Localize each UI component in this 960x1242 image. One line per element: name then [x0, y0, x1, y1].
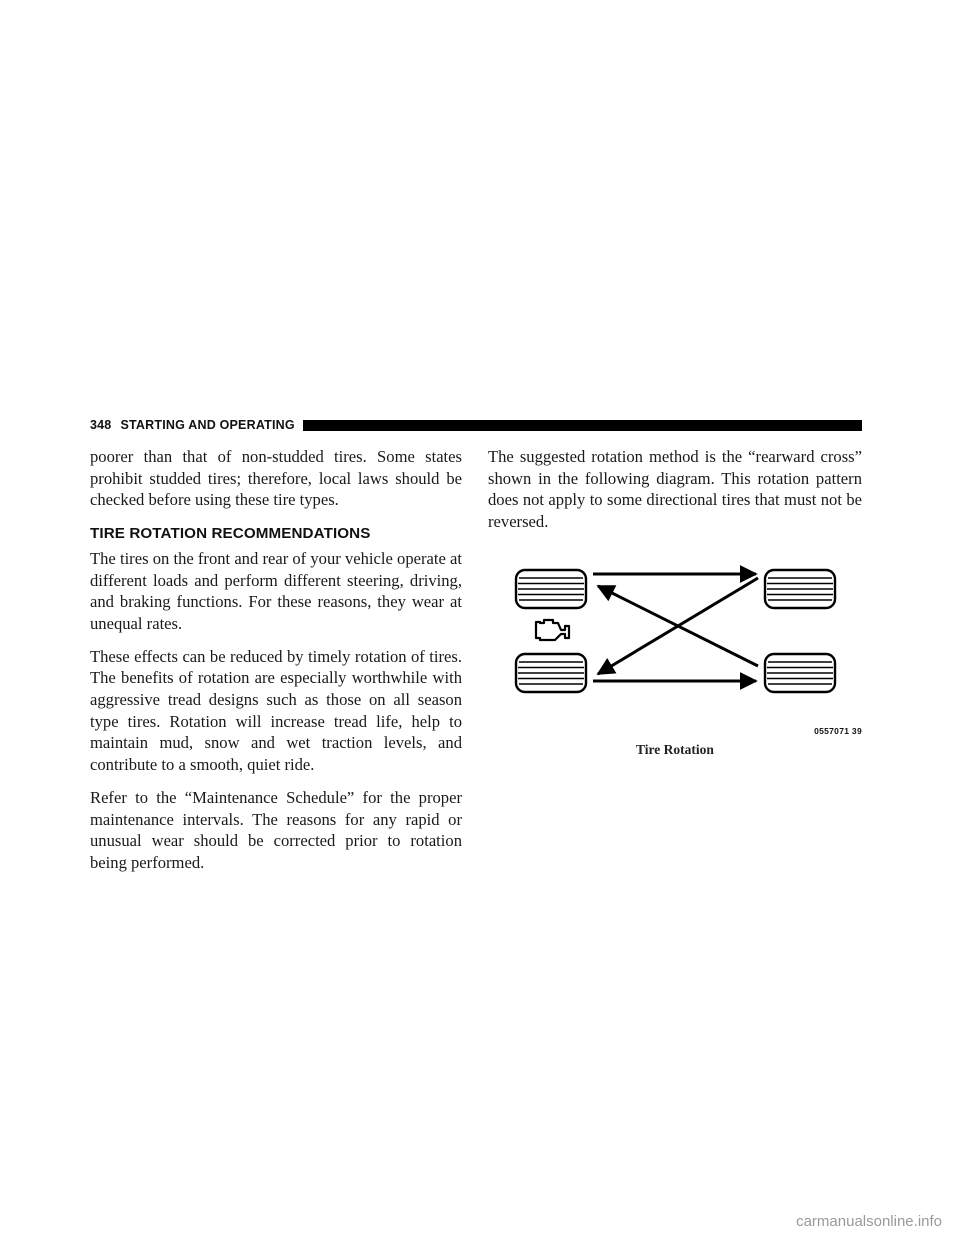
- rotation-diagram-svg: [500, 556, 870, 741]
- tire-icon-rear-left: [516, 654, 586, 692]
- arrow-icon-front-right-to-rear-left: [598, 578, 758, 674]
- page-number: 348: [90, 418, 112, 432]
- paragraph-maintenance-schedule: Refer to the “Maintenance Schedule” for the proper maintenance intervals. The reasons for any rapid or unusual wear should be corrected prior to rotation being performed.: [90, 787, 462, 872]
- paragraph-studded-tires: poorer than that of non-studded tires. Some states prohibit studded tires; therefore, local laws should be checked before using these tire types.: [90, 447, 462, 510]
- section-heading: TIRE ROTATION RECOMMENDATIONS: [90, 525, 371, 543]
- paragraph-tire-loads: The tires on the front and rear of your vehicle operate at different loads and perform different steering, driving, and braking functions. For these reasons, they wear at unequal rates.: [90, 548, 462, 633]
- left-column: [90, 446, 462, 885]
- tire-icon-rear-right: [765, 654, 835, 692]
- paragraph-rotation-benefits: These effects can be reduced by timely rotation of tires. The benefits of rotation are especially worthwhile with aggressive tread designs such as those on all season type tires. Rotation will increase tread life, help to maintain mud, snow and wet traction levels, and contribute to a smooth, quiet ride.: [90, 646, 462, 775]
- watermark-text: carmanualsonline.info: [796, 1213, 942, 1230]
- paragraph-rearward-cross: The suggested rotation method is the “rearward cross” shown in the following diagram. This rotation pattern does not apply to some directional tires that must not be reversed.: [488, 447, 862, 532]
- page-header: [90, 417, 862, 433]
- engine-icon: [536, 620, 569, 640]
- right-column: [488, 446, 862, 544]
- tire-icon-front-left: [516, 570, 586, 608]
- header-rule: [303, 420, 862, 431]
- tire-rotation-diagram: [500, 556, 870, 741]
- tire-icon-front-right: [765, 570, 835, 608]
- figure-caption: Tire Rotation: [636, 742, 714, 757]
- figure-code: 0557071 39: [814, 726, 862, 736]
- section-title: STARTING AND OPERATING: [120, 418, 295, 432]
